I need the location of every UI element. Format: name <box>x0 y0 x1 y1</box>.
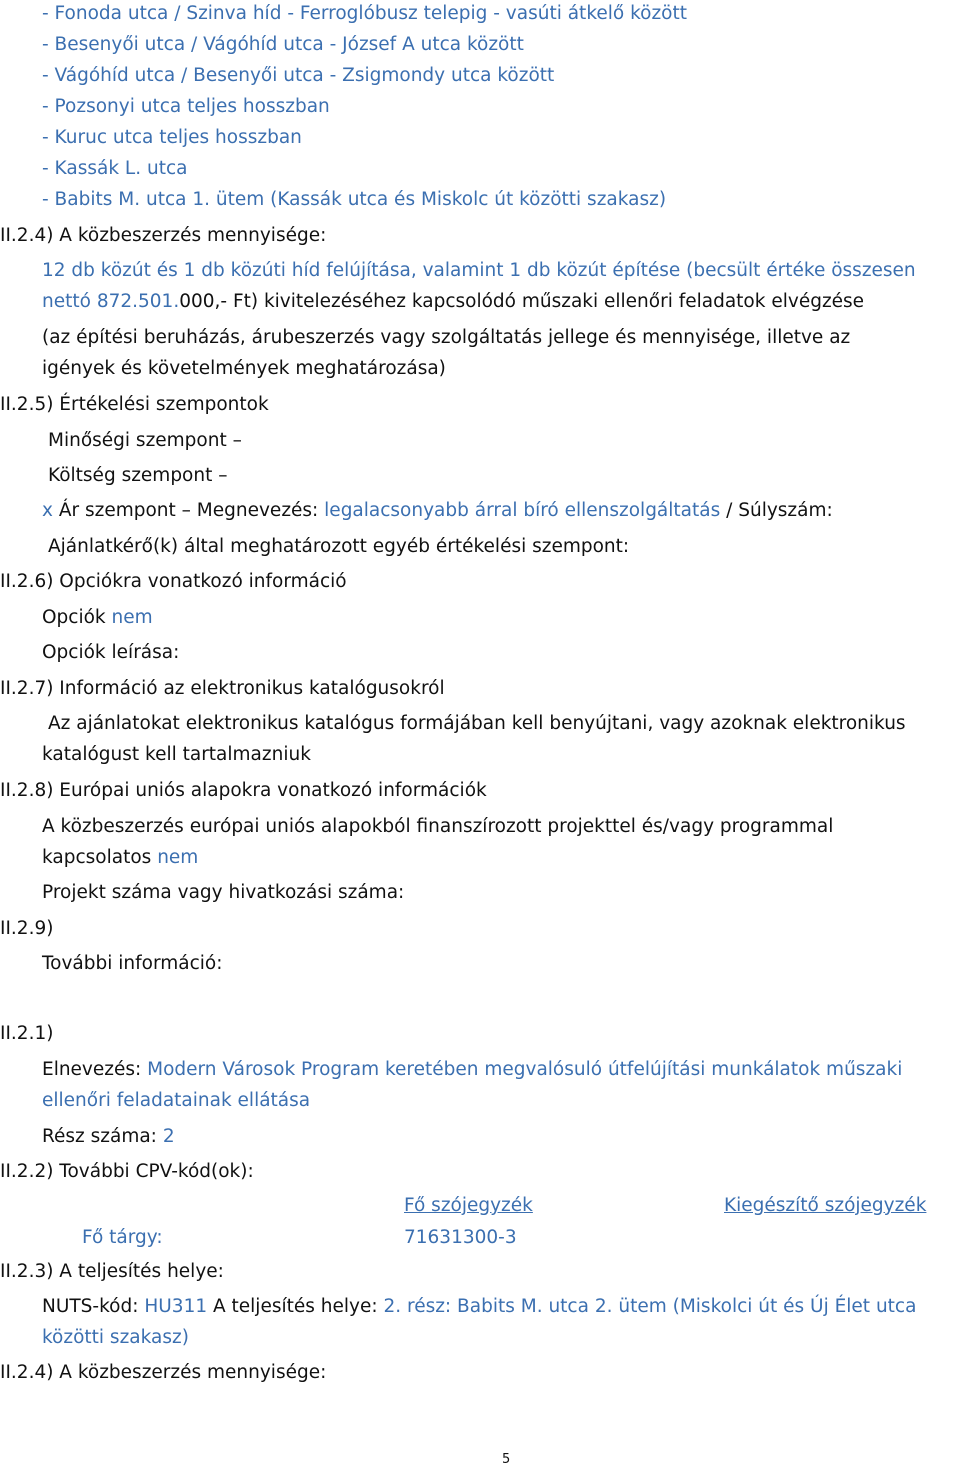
options-value: nem <box>111 607 153 628</box>
weight-label: / Súlyszám: <box>726 500 833 521</box>
price-label: Ár szempont – Megnevezés: <box>58 500 319 521</box>
nuts-label: NUTS-kód: <box>42 1296 139 1317</box>
street-item: - Kassák L. utca <box>42 158 188 179</box>
section-heading-options: II.2.6) Opciókra vonatkozó információ <box>0 571 347 592</box>
place-value: 2. rész: Babits M. utca 2. ütem (Miskolci út és Új Élet utca <box>383 1296 917 1317</box>
name-value: Modern Városok Program keretében megvalósuló útfelújítási munkálatok műszaki <box>147 1059 903 1080</box>
street-item: - Kuruc utca teljes hosszban <box>42 127 302 148</box>
place-label: A teljesítés helye: <box>213 1296 378 1317</box>
quantity-text-line: 12 db közút és 1 db közúti híd felújítása, valamint 1 db közút építése (becsült értéke összesen <box>42 260 916 281</box>
cpv-supplementary-vocabulary-header: Kiegészítő szójegyzék <box>724 1195 927 1216</box>
quantity-value: nettó 872.501. <box>42 291 180 312</box>
main-subject-label: Fő tárgy: <box>82 1227 163 1248</box>
part-row <box>42 1125 175 1149</box>
section-heading-eu-funds: II.2.8) Európai uniós alapokra vonatkozó információk <box>0 780 487 801</box>
project-number-label: Projekt száma vagy hivatkozási száma: <box>42 882 405 903</box>
place-value-cont: közötti szakasz) <box>42 1327 189 1348</box>
section-heading-cpv: II.2.2) További CPV-kód(ok): <box>0 1161 254 1182</box>
main-subject-code: 71631300-3 <box>404 1227 517 1248</box>
price-check-mark: x <box>42 500 53 521</box>
section-heading-name: II.2.1) <box>0 1023 54 1044</box>
cpv-main-vocabulary-header: Fő szójegyzék <box>404 1195 533 1216</box>
price-criterion <box>42 499 833 523</box>
section-heading-catalogue: II.2.7) Információ az elektronikus katalógusokról <box>0 678 445 699</box>
quality-criterion: Minőségi szempont – <box>48 430 242 451</box>
other-criterion: Ajánlatkérő(k) által meghatározott egyéb értékelési szempont: <box>48 536 630 557</box>
page-number: 5 <box>502 1452 511 1467</box>
street-item: - Pozsonyi utca teljes hosszban <box>42 96 330 117</box>
section-heading-place: II.2.3) A teljesítés helye: <box>0 1261 224 1282</box>
part-label: Rész száma: <box>42 1126 157 1147</box>
name-label: Elnevezés: <box>42 1059 142 1080</box>
price-value: legalacsonyabb árral bíró ellenszolgáltatás <box>324 500 721 521</box>
catalogue-text: Az ajánlatokat elektronikus katalógus formájában kell benyújtani, vagy azoknak elektronikus <box>48 713 906 734</box>
street-item: - Vágóhíd utca / Besenyői utca - Zsigmondy utca között <box>42 65 555 86</box>
street-item: - Babits M. utca 1. ütem (Kassák utca és Miskolc út közötti szakasz) <box>42 189 667 210</box>
name-value-cont: ellenőri feladatainak ellátása <box>42 1090 311 1111</box>
street-item: - Besenyői utca / Vágóhíd utca - József A utca között <box>42 34 524 55</box>
section-heading-evaluation: II.2.5) Értékelési szempontok <box>0 394 269 415</box>
section-heading-quantity-part2: II.2.4) A közbeszerzés mennyisége: <box>0 1362 327 1383</box>
eu-funds-text: A közbeszerzés európai uniós alapokból finanszírozott projekttel és/vagy programmal <box>42 816 834 837</box>
options-description-label: Opciók leírása: <box>42 642 180 663</box>
section-heading-quantity: II.2.4) A közbeszerzés mennyisége: <box>0 225 327 246</box>
options-label: Opciók <box>42 607 106 628</box>
options-row <box>42 606 153 630</box>
further-info-label: További információ: <box>42 953 223 974</box>
part-value: 2 <box>162 1126 175 1147</box>
street-item: - Fonoda utca / Szinva híd - Ferroglóbusz telepig - vasúti átkelő között <box>42 3 687 24</box>
section-heading-further: II.2.9) <box>0 918 54 939</box>
quantity-note: igények és követelmények meghatározása) <box>42 358 446 379</box>
quantity-value-rest: 000,- Ft) kivitelezéséhez kapcsolódó műszaki ellenőri feladatok elvégzése <box>179 291 865 312</box>
eu-funds-value: nem <box>157 847 199 868</box>
quantity-text-line <box>42 290 864 314</box>
nuts-value: HU311 <box>144 1296 208 1317</box>
eu-funds-row <box>42 846 198 870</box>
cost-criterion: Költség szempont – <box>48 465 228 486</box>
eu-funds-label: kapcsolatos <box>42 847 152 868</box>
catalogue-text: katalógust kell tartalmazniuk <box>42 744 311 765</box>
name-row <box>42 1058 902 1082</box>
quantity-note: (az építési beruházás, árubeszerzés vagy szolgáltatás jellege és mennyisége, illetve az <box>42 327 851 348</box>
place-row <box>42 1295 916 1319</box>
